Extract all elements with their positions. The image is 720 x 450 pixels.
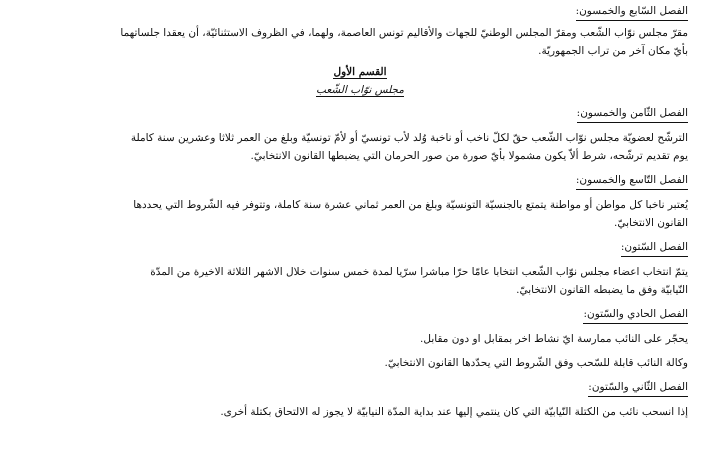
article-62: [32, 380, 688, 421]
article-61: [32, 307, 688, 372]
article-heading: الفصل الحادي والسّتون:: [583, 307, 688, 324]
section-title: [32, 64, 688, 80]
article-text-line: بأيّ مكان آخر من تراب الجمهوريّة.: [538, 45, 688, 57]
article-paragraph: إذا انسحب نائب من الكتلة النّيابيّة التي كان ينتمي إليها عند بداية المدّة النيابيّة لا يجوز له الالتحاق بكتلة أخرى.: [220, 406, 688, 418]
article-60: [32, 240, 688, 299]
article-paragraph: وكالة النائب قابلة للسّحب وفق الشّروط التي يحدّدها القانون الانتخابيّ.: [384, 357, 688, 369]
article-heading: الفصل الثّامن والخمسون:: [577, 106, 688, 123]
article-text-line: القانون الانتخابيّ.: [613, 217, 688, 229]
article-text-line: النّيابيّة وفق ما يضبطه القانون الانتخابيّ.: [516, 284, 688, 296]
section-subtitle-text: مجلس نوّاب الشّعب: [316, 84, 404, 96]
article-heading: الفصل الثّاني والسّتون:: [588, 380, 688, 397]
article-heading: الفصل السّتون:: [621, 240, 688, 257]
article-57: [32, 4, 688, 60]
article-text-line: يتمّ انتخاب اعضاء مجلس نوّاب الشّعب انتخابا عامّا حرّا مباشرا سرّيا لمدة خمس سنوات خلال الاشهر الثلاثة الاخيرة من المدّة: [150, 266, 688, 278]
section-title-text: القسم الأول: [333, 66, 387, 78]
article-paragraph: يحجّر على النائب ممارسة ايّ نشاط اخر بمقابل او دون مقابل.: [420, 333, 688, 345]
section-subtitle: [32, 82, 688, 98]
article-heading: الفصل السّابع والخمسون:: [576, 4, 688, 21]
article-heading: الفصل التّاسع والخمسون:: [576, 173, 688, 190]
article-text-line: مقرّ مجلس نوّاب الشّعب ومقرّ المجلس الوطنيّ للجهات والأقاليم تونس العاصمة، ولهما، في الظروف الاستثنائيّة، أن يعقدا جلساتهما: [120, 27, 688, 39]
article-59: [32, 173, 688, 232]
article-58: [32, 106, 688, 165]
article-text-line: الترشّح لعضويّة مجلس نوّاب الشّعب حقّ لكلّ ناخب أو ناخبة وُلد لأب تونسيّ أو لأمّ تونسيّة وبلغ من العمر ثلاثا وعشرين سنة كاملة: [130, 132, 688, 144]
article-text-line: يُعتبر ناخبا كل مواطن أو مواطنة يتمتع بالجنسيّة التونسيّة وبلغ من العمر ثماني عشرة سنة كاملة، وتتوفر فيه الشّروط التي يحددها: [133, 199, 688, 211]
article-text-line: يوم تقديم ترشّحه، شرط ألاّ يكون مشمولا بأيّ صورة من صور الحرمان التي يضبطها القانون الانتخابيّ.: [250, 150, 688, 162]
